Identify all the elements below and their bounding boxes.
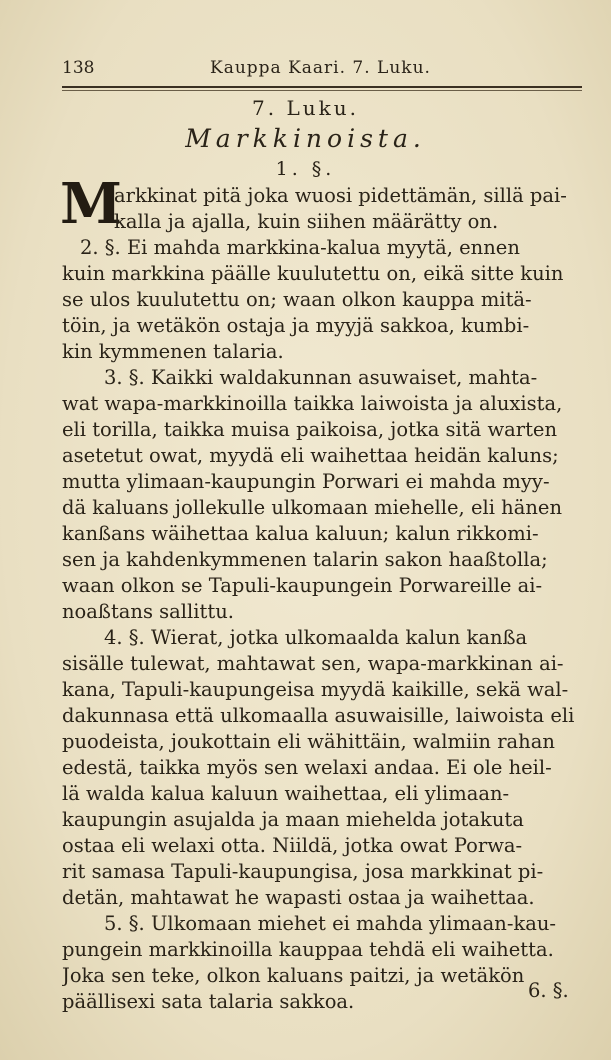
text-line: päällisexi sata talaria sakkoa. [62,990,355,1013]
text-line: kana, Tapuli-kaupungeisa myydä kaikille, sekä wal- [62,678,569,701]
text-line: puodeista, joukottain eli wähittäin, walmiin rahan [62,730,555,753]
text-line: se ulos kuulutettu on; waan olkon kauppa mitä- [62,288,532,311]
text-line: kaupungin asujalda ja maan miehelda jotakuta [62,808,524,831]
text-line: wat wapa-markkinoilla taikka laiwoista ja aluxista, [62,392,563,415]
text-line: dä kaluans jollekulle ulkomaan miehelle, eli hänen [62,496,563,519]
running-header [62,58,582,82]
text-line: mutta ylimaan-kaupungin Porwari ei mahda myy- [62,470,550,493]
text-line: kanßans wäihettaa kalua kaluun; kalun rikkomi- [62,522,539,545]
text-line: ostaa eli welaxi otta. Niildä, jotka owat Porwa- [62,834,523,857]
text-line: arkkinat pitä joka wuosi pidettämän, sillä pai- [114,184,567,207]
text-line: dakunnasa että ulkomaalla asuwaisille, laiwoista eli [62,704,575,727]
text-line: edestä, taikka myös sen welaxi andaa. Ei ole heil- [62,756,552,779]
text-line: 4. §. Wierat, jotka ulkomaalda kalun kanßa [104,626,528,649]
text-line: lä walda kalua kaluun waihettaa, eli ylimaan- [62,782,510,805]
drop-cap: M [60,171,122,237]
text-line: töin, ja wetäkön ostaja ja myyjä sakkoa, kumbi- [62,314,530,337]
text-line: eli torilla, taikka muisa paikoisa, jotka sitä warten [62,418,558,441]
text-line: sen ja kahdenkymmenen talarin sakon haaßtolla; [62,548,548,571]
page-number: 138 [62,58,95,78]
text-line: pungein markkinoilla kauppaa tehdä eli waihetta. [62,938,554,961]
text-line: Joka sen teke, olkon kaluans paitzi, ja wetäkön [62,964,525,987]
chapter-heading: 7. Luku. [252,96,359,120]
section-heading: 1. §. [275,158,336,180]
catchword: 6. §. [528,979,569,1002]
text-line: sisälle tulewat, mahtawat sen, wapa-markkinan ai- [62,652,564,675]
chapter-title: Markkinoista. [185,124,426,153]
text-line: noaßtans sallittu. [62,600,234,623]
running-title: Kauppa Kaari. 7. Luku. [210,58,431,78]
header-rule [62,86,582,88]
text-line: rit samasa Tapuli-kaupungisa, josa markkinat pi- [62,860,544,883]
text-line: kalla ja ajalla, kuin siihen määrätty on. [114,210,499,233]
header-rule-thin [62,90,582,91]
text-line: 5. §. Ulkomaan miehet ei mahda ylimaan-kau- [104,912,557,935]
text-line: detän, mahtawat he wapasti ostaa ja waihettaa. [62,886,535,909]
text-line: 2. §. Ei mahda markkina-kalua myytä, ennen [80,236,520,259]
text-line: 3. §. Kaikki waldakunnan asuwaiset, mahta- [104,366,538,389]
text-line: kin kymmenen talaria. [62,340,284,363]
text-line: kuin markkina päälle kuulutettu on, eikä sitte kuin [62,262,564,285]
text-line: asetetut owat, myydä eli waihettaa heidän kaluns; [62,444,559,467]
text-line: waan olkon se Tapuli-kaupungein Porwareille ai- [62,574,543,597]
